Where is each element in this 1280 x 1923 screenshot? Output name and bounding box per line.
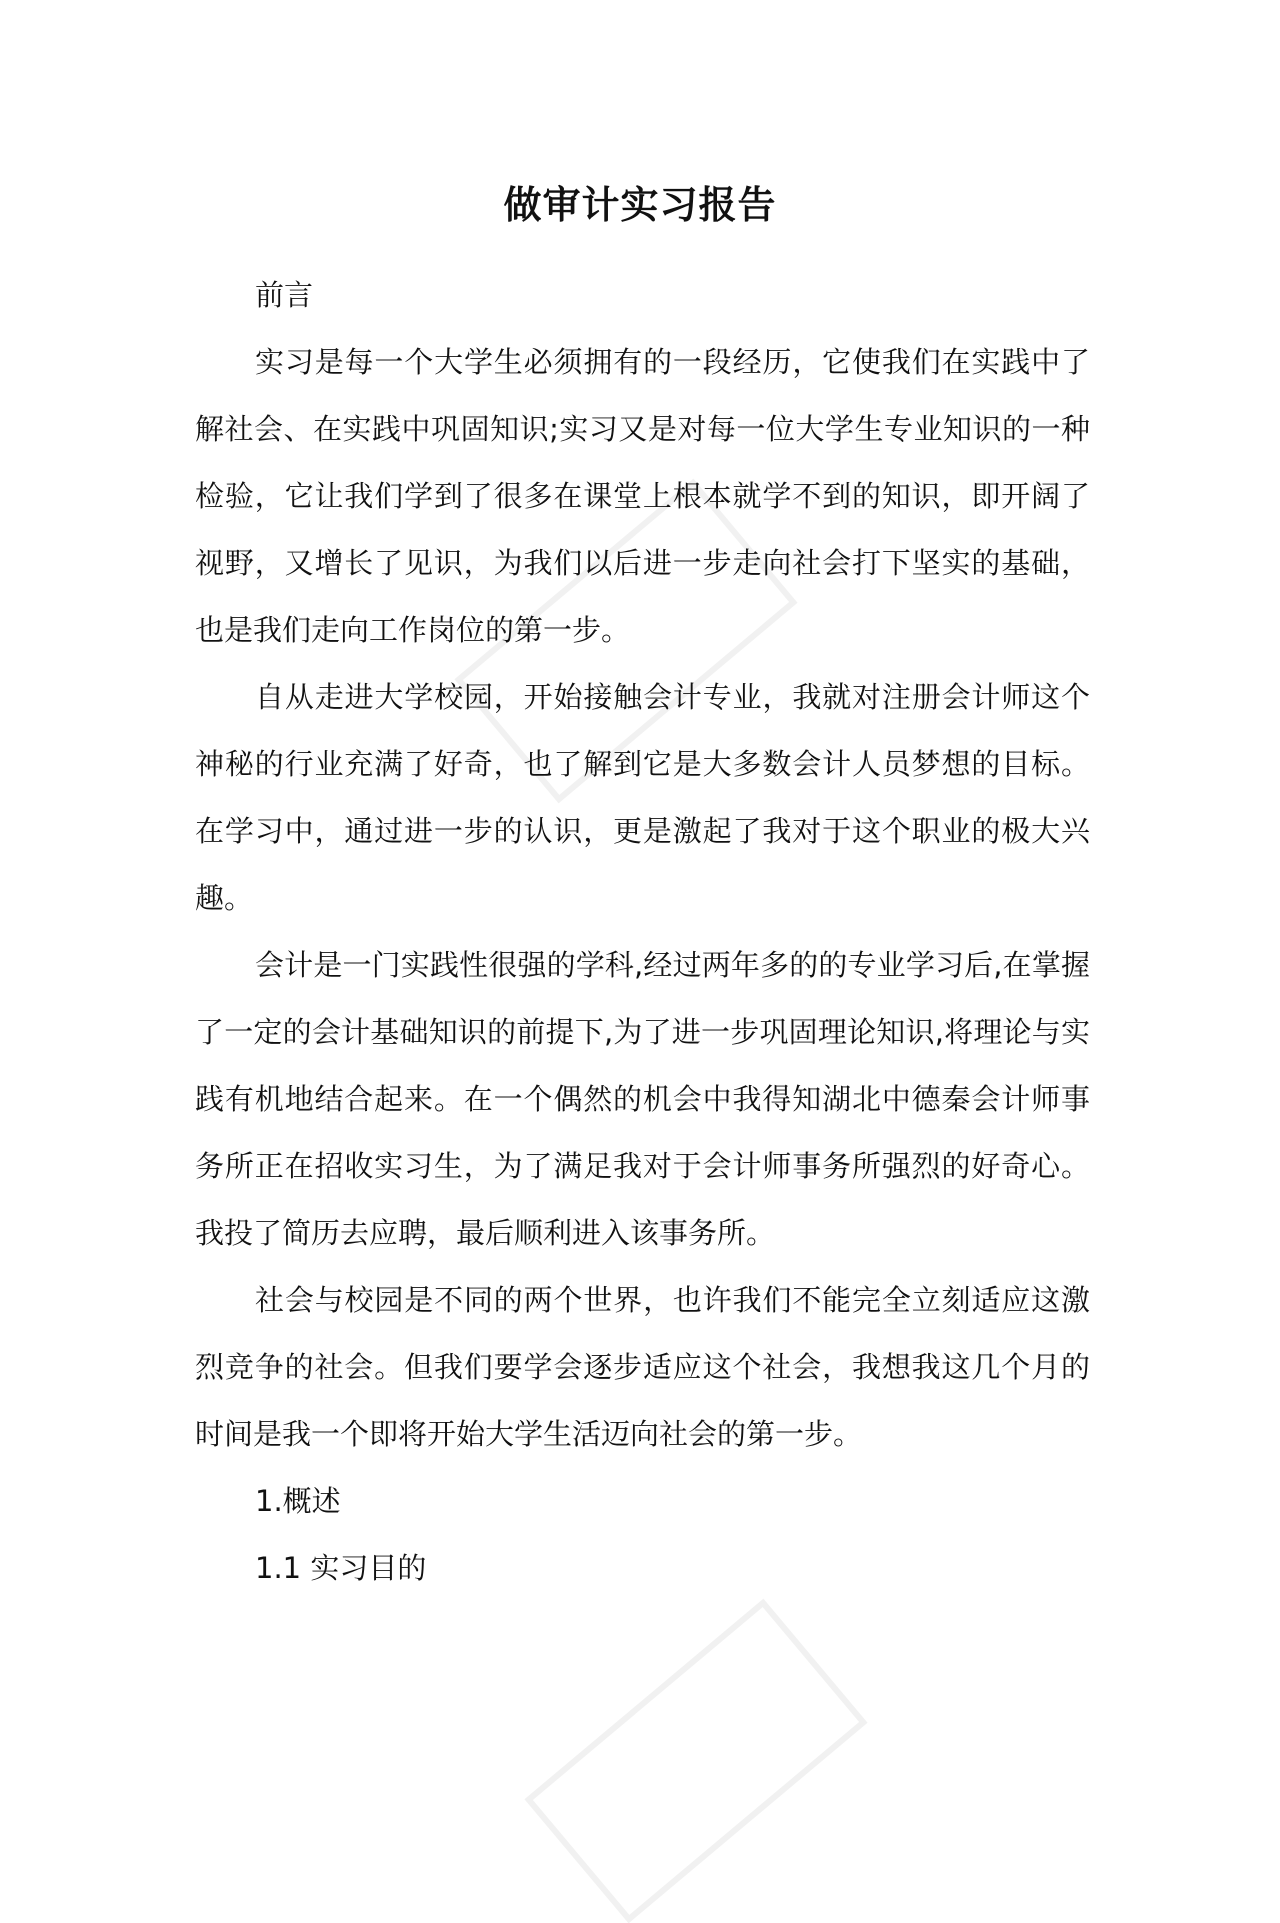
section-heading-overview: 1.概述 bbox=[255, 1484, 341, 1518]
paragraph-firm-application: 会计是一门实践性很强的学科,经过两年多的的专业学习后,在掌握了一定的会计基础知识的前提下,为了进一步巩固理论知识,将理论与实践有机地结合起来。在一个偶然的机会中我得知湖北中德秦会计师事务所正在招收实习生，为了满足我对于会计师事务所强烈的好奇心。我投了简历去应聘，最后顺利进入该事务所。 bbox=[195, 948, 1090, 1250]
paragraph-society-adaptation: 社会与校园是不同的两个世界，也许我们不能完全立刻适应这激烈竞争的社会。但我们要学会逐步适应这个社会，我想我这几个月的时间是我一个即将开始大学生活迈向社会的第一步。 bbox=[195, 1283, 1090, 1451]
paragraph-internship-intro: 实习是每一个大学生必须拥有的一段经历，它使我们在实践中了解社会、在实践中巩固知识;实习又是对每一位大学生专业知识的一种检验，它让我们学到了很多在课堂上根本就学不到的知识，即开阔了视野，又增长了见识，为我们以后进一步走向社会打下坚实的基础，也是我们走向工作岗位的第一步。 bbox=[195, 345, 1090, 647]
section-heading-purpose: 1.1 实习目的 bbox=[255, 1551, 427, 1585]
document-body bbox=[195, 262, 1090, 1602]
paragraph-accounting-interest: 自从走进大学校园，开始接触会计专业，我就对注册会计师这个神秘的行业充满了好奇，也了解到它是大多数会计人员梦想的目标。在学习中，通过进一步的认识，更是激起了我对于这个职业的极大兴趣。 bbox=[195, 680, 1090, 915]
section-heading-preface: 前言 bbox=[255, 278, 314, 312]
document-title: 做审计实习报告 bbox=[503, 183, 777, 227]
